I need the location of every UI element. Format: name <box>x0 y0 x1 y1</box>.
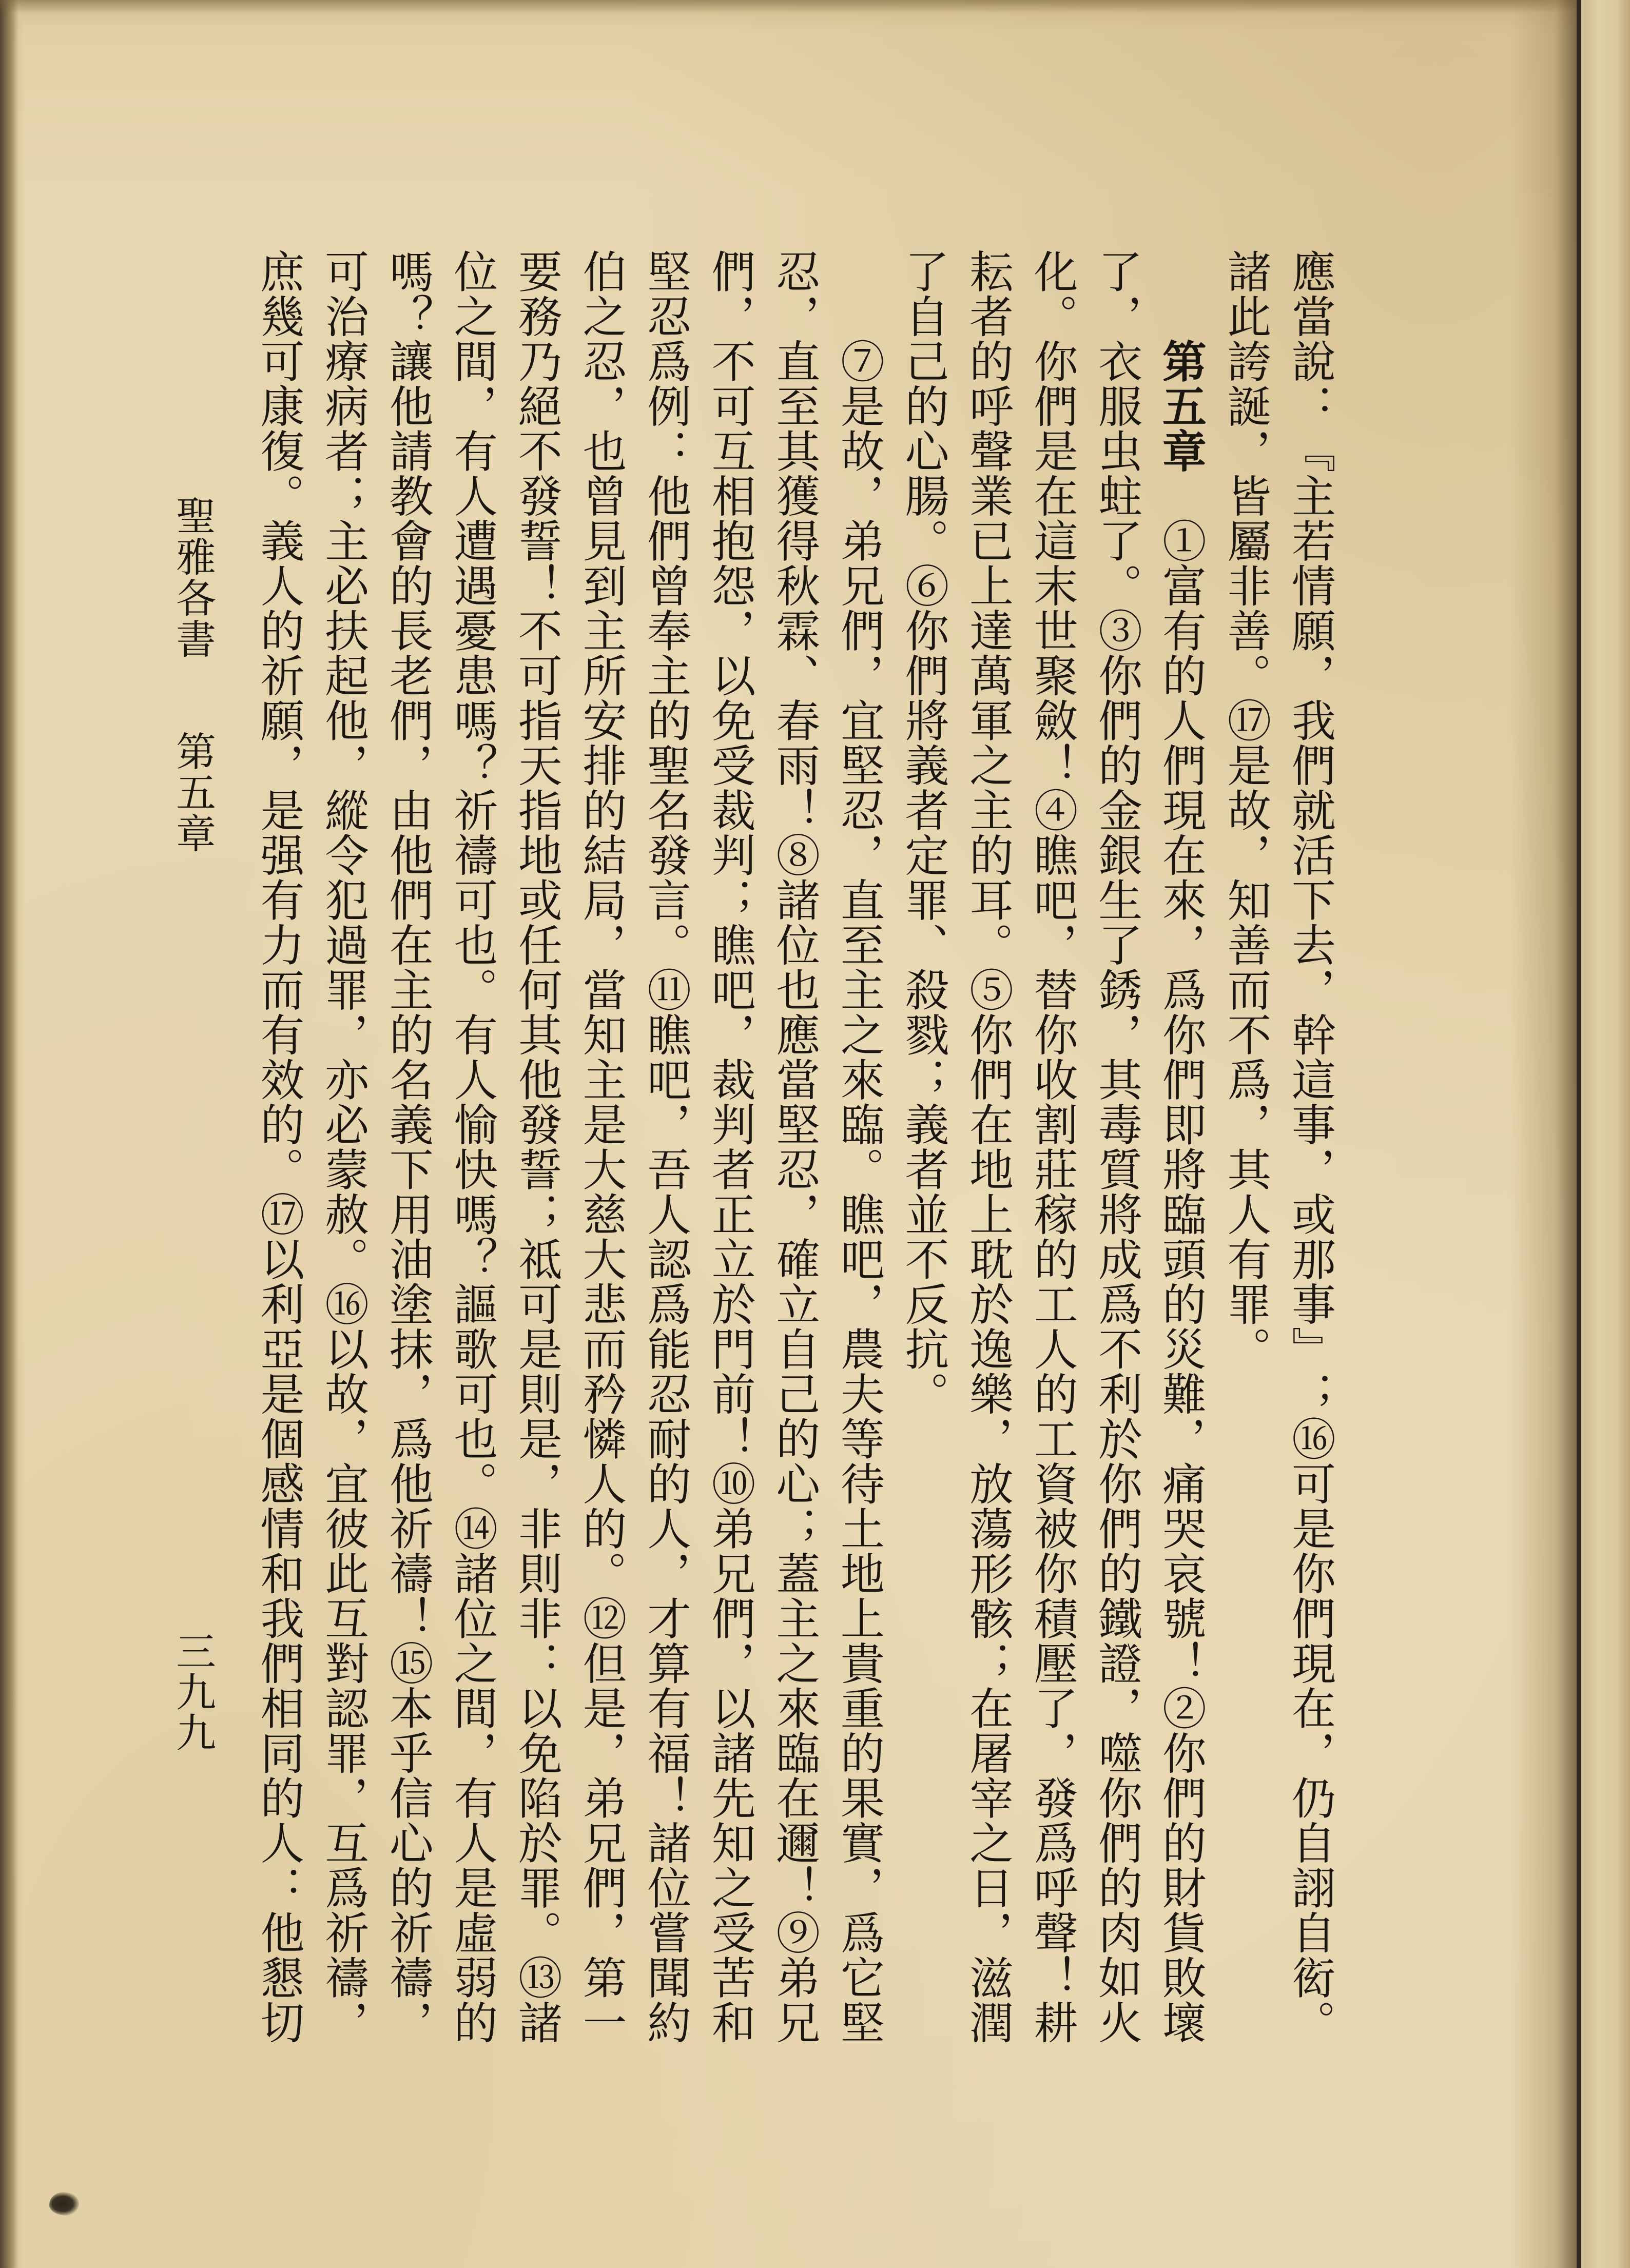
ink-smudge <box>49 2192 79 2216</box>
left-page-edge <box>0 0 25 2268</box>
text-column-2: 諸此誇誕，皆屬非善。⑰是故，知善而不爲，其人有罪。 <box>1219 249 1271 1372</box>
text-column-1: 應當說：『主若情願，我們就活下去，幹這事，或那事』；⑯可是你們現在，仍自詡自衒。 <box>1284 249 1335 2045</box>
running-head <box>167 495 218 906</box>
text-column-11: 堅忍爲例：他們曾奉主的聖名發言。⑪瞧吧，吾人認爲能忍耐的人，才算有福！諸位嘗聞約 <box>639 249 691 2045</box>
chapter-heading: 第五章 <box>1154 339 1207 474</box>
gutter-shadow <box>1509 0 1577 2268</box>
text-column-16: 可治療病者；主必扶起他，縱令犯過罪，亦必蒙赦。⑯以故，宜彼此互對認罪，互爲祈禱， <box>317 249 369 2045</box>
text-column-14: 位之間，有人遭遇憂患嗎？祈禱可也。有人愉快嗎？謳歌可也。⑭諸位之間，有人是虛弱的 <box>446 249 498 2045</box>
text-column-4: 了，衣服虫蛀了。③你們的金銀生了銹，其毒質將成爲不利於你們的鐵證，噬你們的肉如火 <box>1091 249 1142 2045</box>
text-column-7: 了自己的心腸。⑥你們將義者定罪、殺戮；義者並不反抗。 <box>897 249 949 1416</box>
gutter-line <box>1577 0 1581 2268</box>
page-number: 三九九 <box>169 1631 216 1752</box>
text-column-17: 庶幾可康復。義人的祈願，是强有力而有效的。⑰以利亞是個感情和我們相同的人：他懇切 <box>253 249 304 2045</box>
text-column-3 <box>1148 249 1213 2045</box>
text-column-12: 伯之忍，也曾見到主所安排的結局，當知主是大慈大悲而矜憐人的。⑫但是，弟兄們，第一 <box>575 249 627 2045</box>
running-head-title: 聖雅各書 <box>169 495 216 659</box>
top-page-edge <box>0 0 1630 13</box>
text-column-10: 們，不可互相抱怨，以免受裁判；瞧吧，裁判者正立於門前！⑩弟兄們，以諸先知之受苦和 <box>704 249 755 2045</box>
text-column-13: 要務乃絕不發誓！不可指天指地或任何其他發誓；祗可是則是，非則非：以免陷於罪。⑬諸 <box>510 249 562 2045</box>
text-column-3-body: ①富有的人們現在來，爲你們即將臨頭的災難，痛哭哀號！②你們的財貨敗壞 <box>1154 518 1206 2045</box>
adjacent-page-edge <box>1581 0 1630 2268</box>
text-column-6: 耘者的呼聲業已上達萬軍之主的耳。⑤你們在地上耽於逸樂，放蕩形骸；在屠宰之日，滋潤 <box>962 249 1014 2045</box>
text-column-15: 嗎？讓他請教會的長老們，由他們在主的名義下用油塗抹，爲他祈禱！⑮本乎信心的祈禱， <box>381 249 433 2045</box>
body-text <box>245 249 1342 2045</box>
text-column-8: ⑦是故，弟兄們，宜堅忍，直至主之來臨。瞧吧，農夫等待土地上貴重的果實，爲它堅 <box>832 339 884 2045</box>
text-column-5: 化。你們是在這末世聚斂！④瞧吧，替你收割莊稼的工人的工資被你積壓了，發爲呼聲！耕 <box>1026 249 1078 2045</box>
running-head-chapter: 第五章 <box>169 731 216 854</box>
text-column-9: 忍，直至其獲得秋霖、春雨！⑧諸位也應當堅忍，確立自己的心；蓋主之來臨在邇！⑨弟兄 <box>768 249 820 2045</box>
